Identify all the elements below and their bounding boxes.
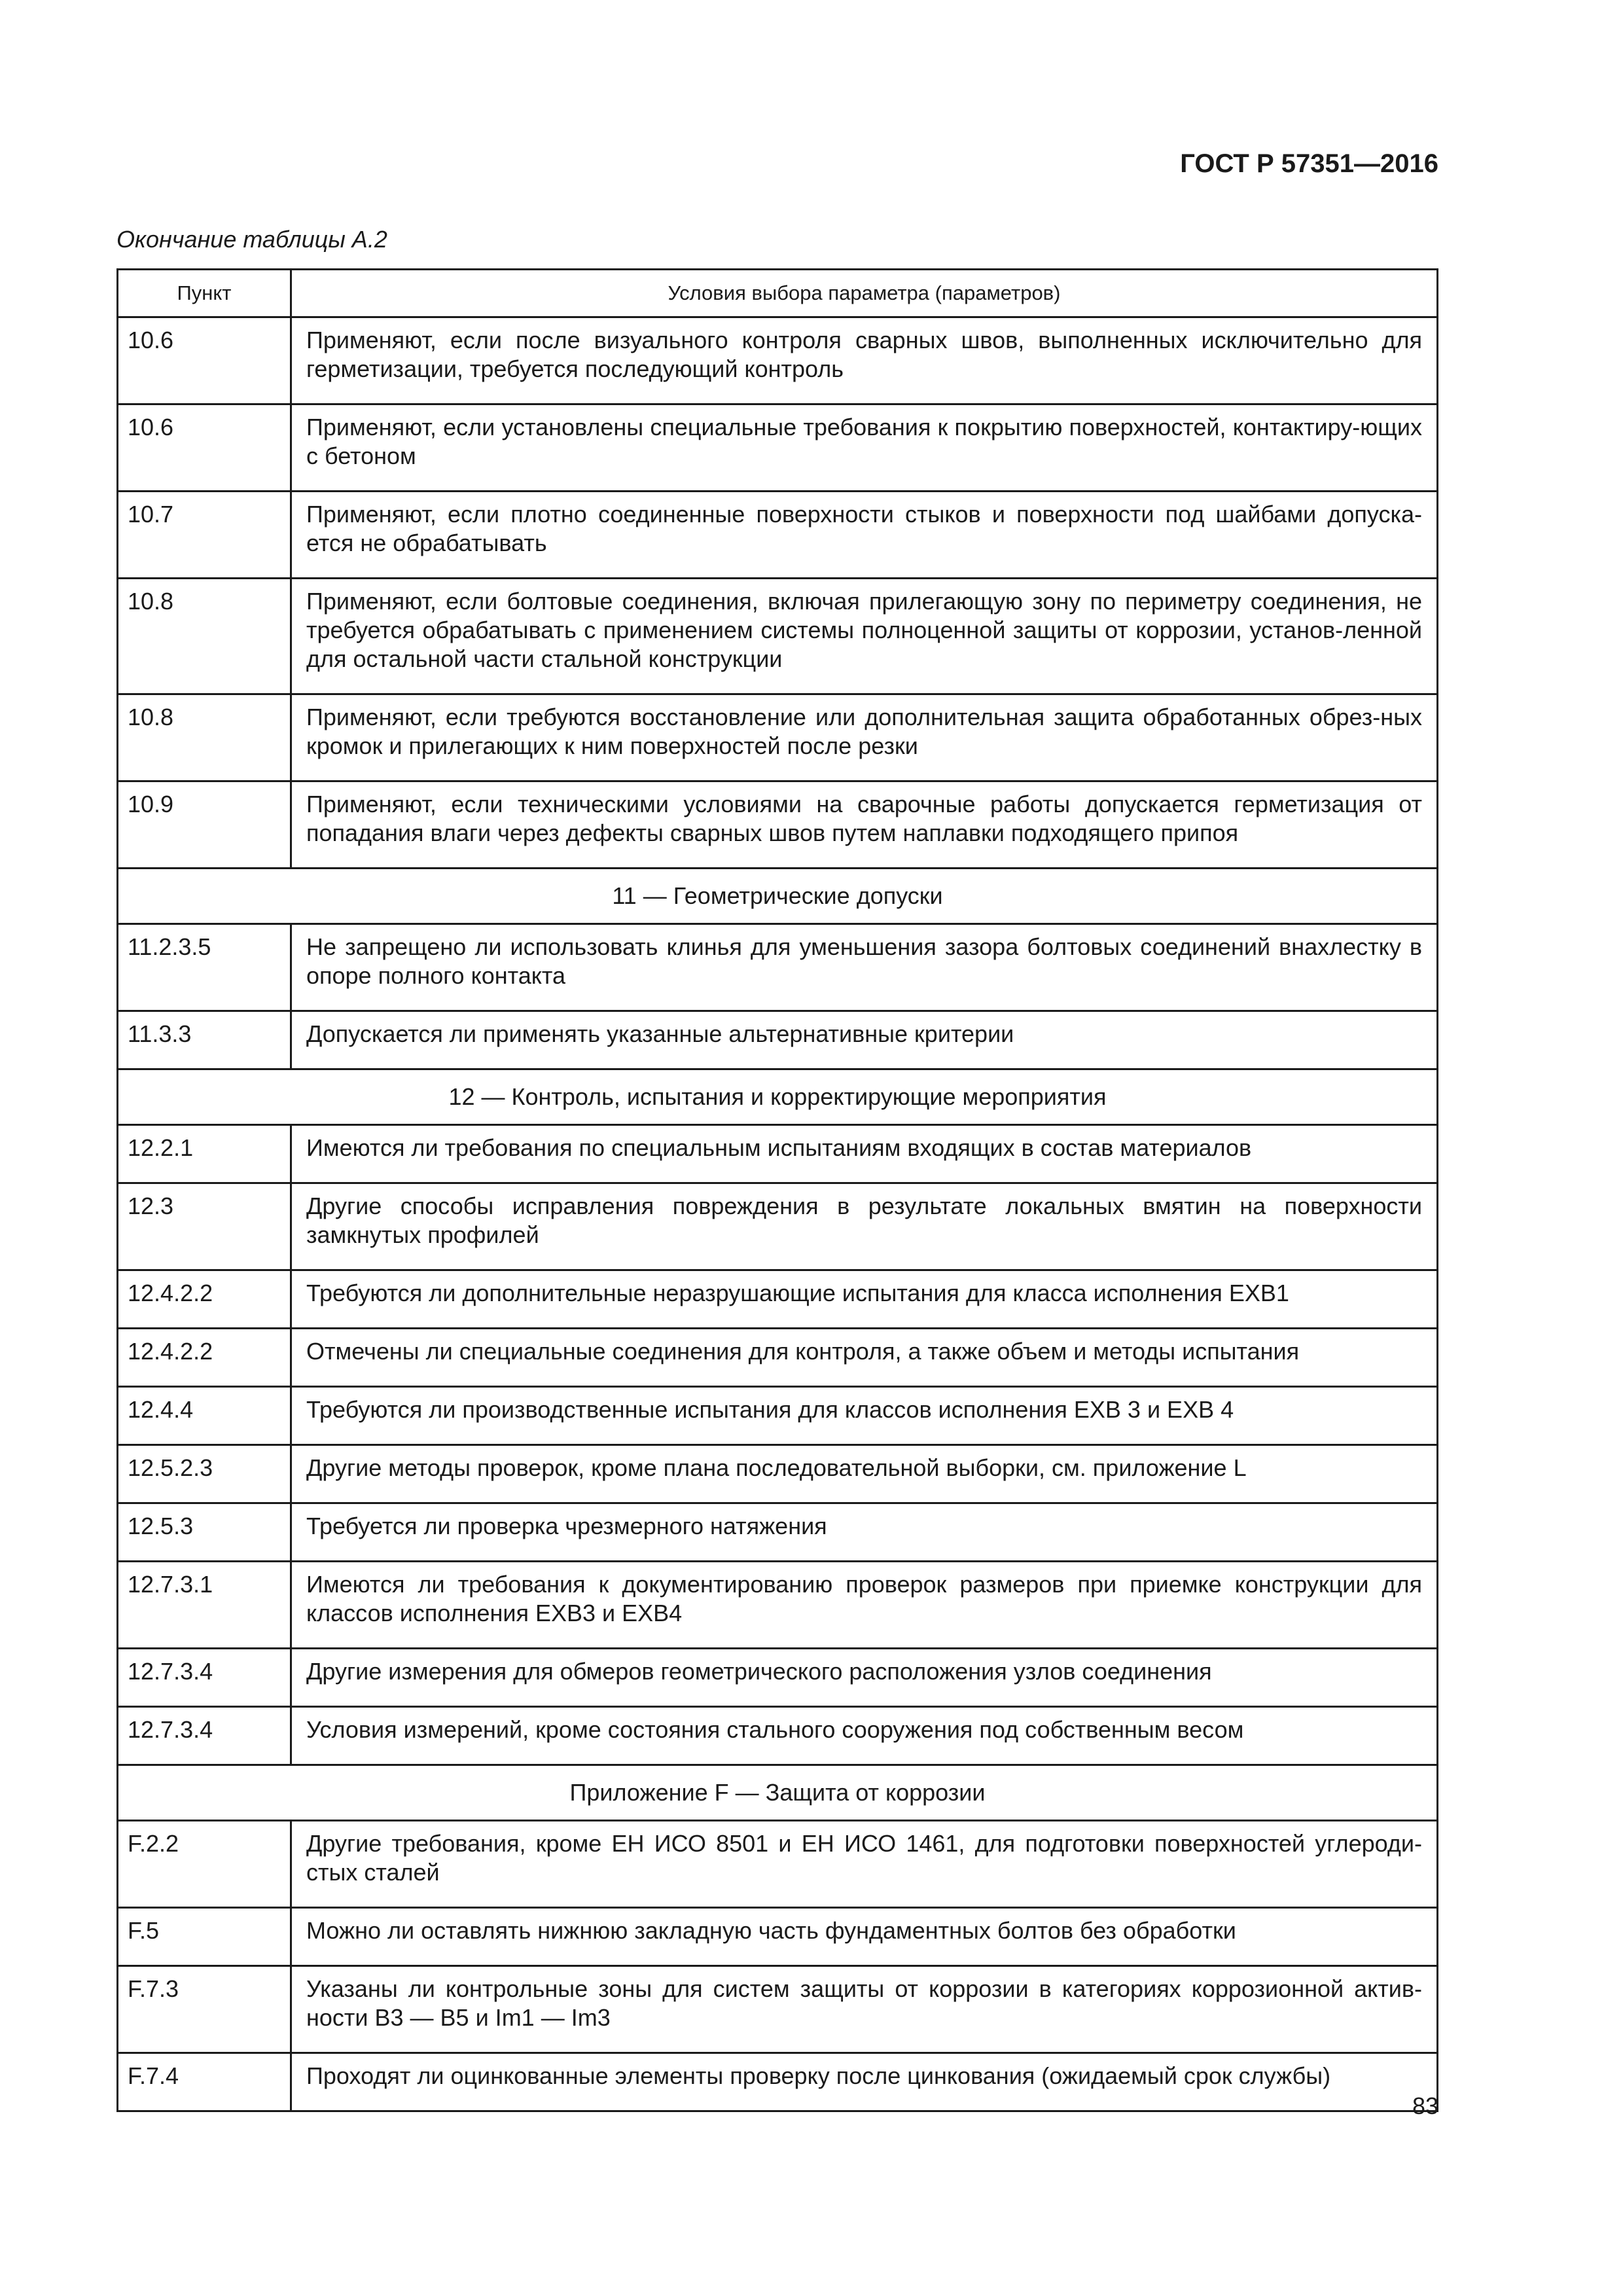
table-row bbox=[118, 1329, 1438, 1387]
table-row bbox=[118, 1011, 1438, 1069]
section-row bbox=[118, 869, 1438, 924]
clause-cell: F.7.3 bbox=[118, 1966, 291, 2053]
condition-cell: Требуется ли проверка чрезмерного натяжения bbox=[291, 1503, 1438, 1562]
table-caption: Окончание таблицы А.2 bbox=[116, 226, 387, 253]
table-row bbox=[118, 1821, 1438, 1908]
clause-cell: 10.6 bbox=[118, 317, 291, 404]
clause-cell: 10.8 bbox=[118, 694, 291, 781]
header-conditions: Условия выбора параметра (параметров) bbox=[291, 270, 1438, 317]
table-row bbox=[118, 1562, 1438, 1649]
section-heading: 11 — Геометрические допуски bbox=[118, 869, 1438, 924]
table-row bbox=[118, 404, 1438, 492]
table-row bbox=[118, 1183, 1438, 1270]
condition-cell: Можно ли оставлять нижнюю закладную часть фундаментных болтов без обработки bbox=[291, 1908, 1438, 1966]
table-row bbox=[118, 924, 1438, 1011]
condition-cell: Отмечены ли специальные соединения для контроля, а также объем и методы испытания bbox=[291, 1329, 1438, 1387]
condition-cell: Имеются ли требования к документированию проверок размеров при приемке конструкции для классов исполнения EXB3 и EXB4 bbox=[291, 1562, 1438, 1649]
clause-cell: F.5 bbox=[118, 1908, 291, 1966]
condition-cell: Другие методы проверок, кроме плана последовательной выборки, см. приложение L bbox=[291, 1445, 1438, 1503]
section-row bbox=[118, 1765, 1438, 1821]
page-number: 83 bbox=[1412, 2092, 1438, 2119]
condition-cell: Условия измерений, кроме состояния стального сооружения под собственным весом bbox=[291, 1707, 1438, 1765]
section-heading: 12 — Контроль, испытания и корректирующие мероприятия bbox=[118, 1069, 1438, 1125]
document-code: ГОСТ Р 57351—2016 bbox=[1180, 149, 1438, 178]
table-row bbox=[118, 1966, 1438, 2053]
condition-cell: Допускается ли применять указанные альтернативные критерии bbox=[291, 1011, 1438, 1069]
table-row bbox=[118, 579, 1438, 694]
table-row bbox=[118, 1908, 1438, 1966]
condition-cell: Применяют, если плотно соединенные поверхности стыков и поверхности под шайбами допуска-ется не обрабатывать bbox=[291, 492, 1438, 579]
clause-cell: 12.4.2.2 bbox=[118, 1329, 291, 1387]
condition-cell: Другие измерения для обмеров геометрического расположения узлов соединения bbox=[291, 1649, 1438, 1707]
clause-cell: F.2.2 bbox=[118, 1821, 291, 1908]
parameters-table bbox=[116, 268, 1438, 2112]
clause-cell: 12.2.1 bbox=[118, 1125, 291, 1183]
condition-cell: Другие способы исправления повреждения в результате локальных вмятин на поверхности замкнутых профилей bbox=[291, 1183, 1438, 1270]
table-row bbox=[118, 1649, 1438, 1707]
section-heading: Приложение F — Защита от коррозии bbox=[118, 1765, 1438, 1821]
table-row bbox=[118, 492, 1438, 579]
clause-cell: 12.3 bbox=[118, 1183, 291, 1270]
condition-cell: Другие требования, кроме ЕН ИСО 8501 и ЕН ИСО 1461, для подготовки поверхностей углероди-стых сталей bbox=[291, 1821, 1438, 1908]
condition-cell: Применяют, если техническими условиями на сварочные работы допускается герметизация от попадания влаги через дефекты сварных швов путем наплавки подходящего припоя bbox=[291, 781, 1438, 869]
clause-cell: 12.4.4 bbox=[118, 1387, 291, 1445]
table-row bbox=[118, 317, 1438, 404]
condition-cell: Проходят ли оцинкованные элементы проверку после цинкования (ожидаемый срок службы) bbox=[291, 2053, 1438, 2111]
clause-cell: 10.9 bbox=[118, 781, 291, 869]
header-clause: Пункт bbox=[118, 270, 291, 317]
table-row bbox=[118, 694, 1438, 781]
table-row bbox=[118, 1125, 1438, 1183]
condition-cell: Требуются ли производственные испытания для классов исполнения EXB 3 и EXB 4 bbox=[291, 1387, 1438, 1445]
table-row bbox=[118, 1707, 1438, 1765]
clause-cell: 10.7 bbox=[118, 492, 291, 579]
clause-cell: 12.4.2.2 bbox=[118, 1270, 291, 1329]
clause-cell: 12.5.3 bbox=[118, 1503, 291, 1562]
table-row bbox=[118, 1387, 1438, 1445]
table-row bbox=[118, 1270, 1438, 1329]
table-row bbox=[118, 1503, 1438, 1562]
clause-cell: 12.7.3.1 bbox=[118, 1562, 291, 1649]
condition-cell: Применяют, если установлены специальные требования к покрытию поверхностей, контактиру-ющих с бетоном bbox=[291, 404, 1438, 492]
condition-cell: Применяют, если после визуального контроля сварных швов, выполненных исключительно для герметизации, требуется последующий контроль bbox=[291, 317, 1438, 404]
clause-cell: 12.7.3.4 bbox=[118, 1707, 291, 1765]
condition-cell: Применяют, если болтовые соединения, включая прилегающую зону по периметру соединения, не требуется обрабатывать с применением системы полноценной защиты от коррозии, установ-ленной для остальной части стальной конструкции bbox=[291, 579, 1438, 694]
condition-cell: Требуются ли дополнительные неразрушающие испытания для класса исполнения EXB1 bbox=[291, 1270, 1438, 1329]
condition-cell: Указаны ли контрольные зоны для систем защиты от коррозии в категориях коррозионной актив-ности B3 — B5 и Im1 — Im3 bbox=[291, 1966, 1438, 2053]
clause-cell: 10.8 bbox=[118, 579, 291, 694]
table-row bbox=[118, 1445, 1438, 1503]
clause-cell: 10.6 bbox=[118, 404, 291, 492]
clause-cell: 12.5.2.3 bbox=[118, 1445, 291, 1503]
clause-cell: F.7.4 bbox=[118, 2053, 291, 2111]
condition-cell: Применяют, если требуются восстановление или дополнительная защита обработанных обрез-ных кромок и прилегающих к ним поверхностей после резки bbox=[291, 694, 1438, 781]
condition-cell: Имеются ли требования по специальным испытаниям входящих в состав материалов bbox=[291, 1125, 1438, 1183]
table-row bbox=[118, 2053, 1438, 2111]
clause-cell: 12.7.3.4 bbox=[118, 1649, 291, 1707]
table-row bbox=[118, 781, 1438, 869]
condition-cell: Не запрещено ли использовать клинья для уменьшения зазора болтовых соединений внахлестку в опоре полного контакта bbox=[291, 924, 1438, 1011]
table-header-row bbox=[118, 270, 1438, 317]
clause-cell: 11.3.3 bbox=[118, 1011, 291, 1069]
section-row bbox=[118, 1069, 1438, 1125]
clause-cell: 11.2.3.5 bbox=[118, 924, 291, 1011]
